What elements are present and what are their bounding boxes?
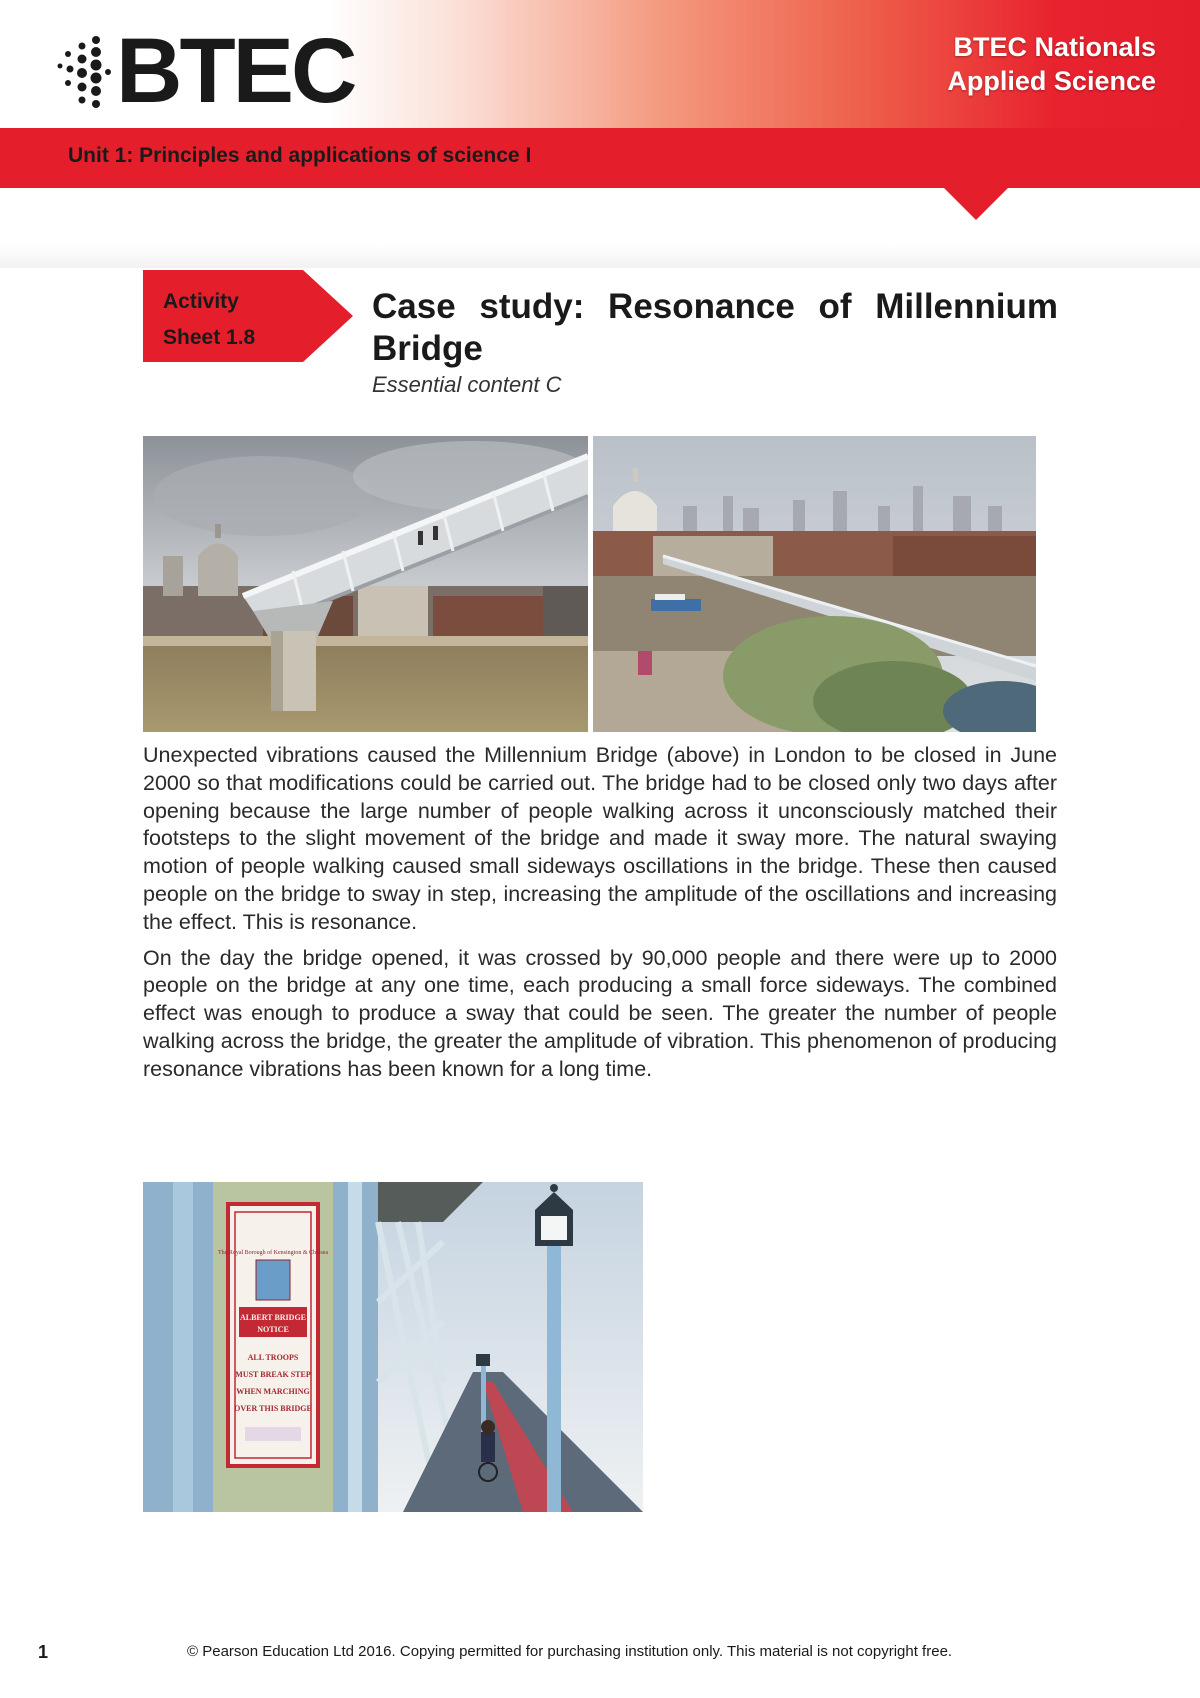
activity-label (163, 284, 255, 356)
brand-line-2: Applied Science (947, 66, 1156, 96)
albert-bridge-photo (143, 1182, 643, 1512)
sign-line-2: MUST BREAK STEP (235, 1370, 311, 1379)
sign-line-3: WHEN MARCHING (236, 1387, 310, 1396)
copyright-notice: © Pearson Education Ltd 2016. Copying permitted for purchasing institution only. This material is not copyright free. (187, 1643, 953, 1660)
sign-heading-1: ALBERT BRIDGE (239, 1313, 307, 1322)
activity-line-2: Sheet 1.8 (163, 326, 256, 349)
unit-bar (0, 128, 1200, 188)
sign-line-1: ALL TROOPS (247, 1353, 299, 1362)
sign-org-text: The Royal Borough of Kensington & Chelsea (218, 1250, 328, 1256)
logo-dots-icon (56, 34, 114, 114)
page-number: 1 (38, 1642, 49, 1662)
paragraph-1: Unexpected vibrations caused the Millennium Bridge (above) in London to be closed in June 2000 so that modifications could be carried out. The bridge had to be closed only two days after opening because the large number of people walking across it unconsciously matched their footsteps to the slight movement of the bridge and made it sway more. The natural swaying motion of people walking caused small sideways oscillations in the bridge. These then caused people on the bridge to sway in step, increasing the amplitude of the oscillations and increasing the effect. This is resonance. (143, 743, 1057, 934)
activity-line-1: Activity (163, 290, 239, 313)
sign-line-4: OVER THIS BRIDGE (234, 1404, 312, 1413)
millennium-bridge-photo-1 (143, 436, 588, 732)
brand-line-1: BTEC Nationals (953, 32, 1156, 62)
qualification-title (947, 30, 1156, 98)
unit-title: Unit 1: Principles and applications of science I (68, 144, 532, 167)
body-text (143, 742, 1057, 1092)
page-title: Case study: Resonance of Millennium Bridge (372, 287, 1058, 368)
header-shadow (0, 188, 1200, 268)
millennium-bridge-photo-2 (593, 436, 1036, 732)
page-subtitle: Essential content C (372, 372, 562, 397)
activity-sheet-tag (143, 270, 353, 362)
sign-heading-2: NOTICE (257, 1325, 289, 1334)
bar-notch-icon (944, 188, 1008, 220)
logo-wordmark: BTEC (116, 20, 355, 122)
paragraph-2: On the day the bridge opened, it was crossed by 90,000 people and there were up to 2000 people on the bridge at any one time, each producing a small force sideways. The combined effect was enough to produce a sway that could be seen. The greater the number of people walking across the bridge, the greater the amplitude of vibration. This phenomenon of producing resonance vibrations has been known for a long time. (143, 945, 1057, 1081)
